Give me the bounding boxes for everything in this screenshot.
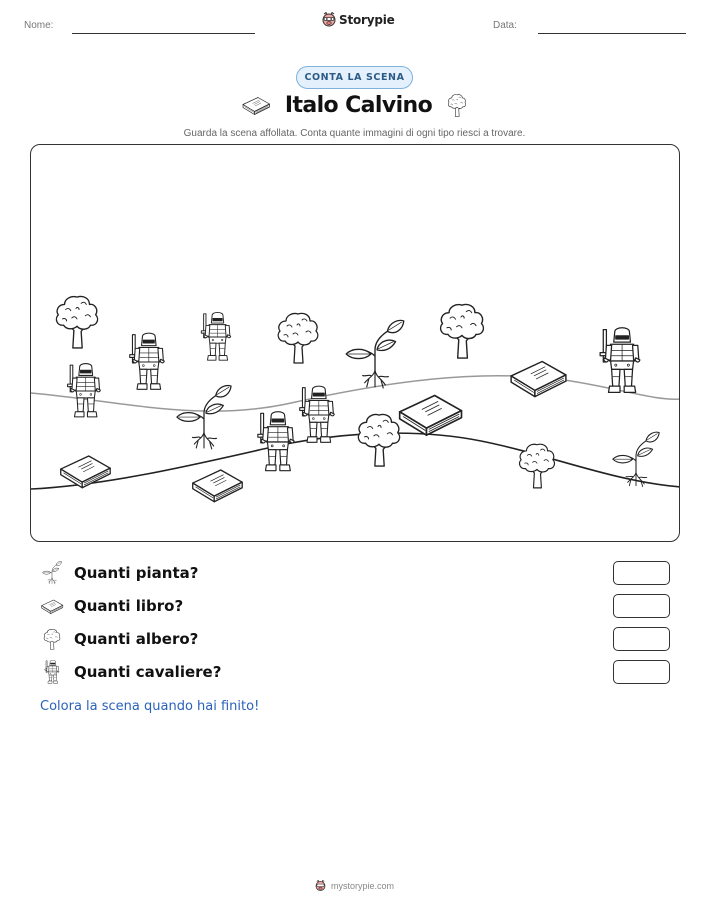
brand-name: Storypie — [339, 13, 395, 27]
answer-box-book[interactable] — [613, 594, 670, 618]
pig-mascot-icon — [315, 880, 326, 892]
title-row — [0, 92, 709, 118]
plant-icon — [40, 561, 64, 585]
knight-3 — [201, 312, 230, 360]
pig-mascot-icon — [322, 12, 336, 28]
back-hill-line — [31, 376, 680, 411]
tree-icon — [446, 92, 468, 118]
knight-1 — [68, 364, 101, 417]
question-text: Quanti libro? — [74, 597, 184, 615]
question-row-plant — [40, 560, 670, 586]
question-text: Quanti cavaliere? — [74, 663, 222, 681]
storypie-logo — [322, 12, 395, 28]
answer-box-knight[interactable] — [613, 660, 670, 684]
book-4 — [193, 470, 242, 502]
instructions: Guarda la scena affollata. Conta quante immagini di ogni tipo riesci a trovare. — [183, 128, 526, 139]
footer-url[interactable]: mystorypie.com — [330, 881, 394, 891]
name-label: Nome: — [24, 20, 54, 31]
question-row-book — [40, 593, 670, 619]
question-row-knight — [40, 659, 670, 685]
tree-5 — [520, 444, 555, 488]
plant-3 — [613, 432, 659, 486]
knight-4 — [258, 412, 294, 471]
tree-2 — [278, 313, 318, 363]
book-2 — [400, 396, 462, 436]
answer-box-tree[interactable] — [613, 627, 670, 651]
tree-4 — [358, 414, 399, 466]
book-1 — [511, 362, 566, 397]
question-text: Quanti pianta? — [74, 564, 199, 582]
date-label: Data: — [493, 20, 517, 31]
book-3 — [61, 456, 110, 488]
question-text: Quanti albero? — [74, 630, 199, 648]
tree-3 — [441, 304, 484, 358]
knight-2 — [130, 333, 165, 389]
footer — [0, 880, 709, 892]
counting-scene — [30, 144, 680, 542]
tree-1 — [56, 297, 97, 348]
book-icon — [40, 594, 64, 618]
plant-2 — [177, 386, 231, 449]
front-hill-line — [31, 433, 680, 489]
knight-icon — [40, 660, 64, 684]
tree-icon — [40, 627, 64, 651]
section-badge: CONTA LA SCENA — [296, 66, 413, 89]
book-icon — [241, 94, 271, 116]
answer-box-plant[interactable] — [613, 561, 670, 585]
scene-illustration — [31, 145, 680, 542]
name-field[interactable] — [72, 33, 255, 34]
page-title: Italo Calvino — [284, 92, 433, 118]
coloring-note: Colora la scena quando hai finito! — [40, 699, 260, 714]
date-field[interactable] — [538, 33, 686, 34]
plant-1 — [346, 320, 404, 387]
question-row-tree — [40, 626, 670, 652]
knight-6 — [600, 328, 640, 393]
